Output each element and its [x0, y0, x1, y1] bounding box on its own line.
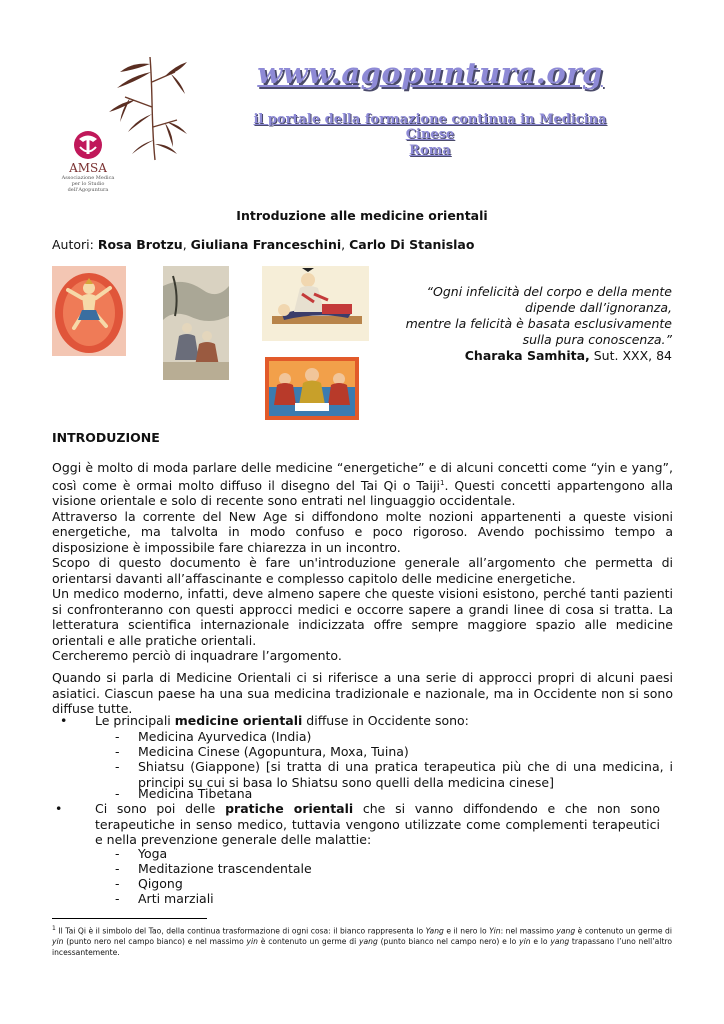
footnote-text: (punto nero nel campo bianco) e nel massimo [63, 937, 247, 947]
logo-description: Associazione Medica per lo Studio dell'Agopuntura [61, 175, 115, 193]
list-item: Qigong [138, 876, 183, 891]
footnote-text: è contenuto un germe di [257, 937, 359, 947]
charaka-quote [380, 284, 672, 364]
dash-glyph: - [115, 846, 120, 861]
site-title-link[interactable]: www.agopuntura.org [257, 56, 603, 90]
footnote-text: è contenuto un germe di [575, 926, 672, 936]
bullet-glyph: • [60, 713, 68, 728]
bullet-bold-text: pratiche orientali [225, 801, 354, 816]
quote-line: dipende dall’ignoranza, [525, 300, 672, 315]
bullet-pratiche-orientali [95, 801, 660, 848]
footnote-text: e lo [530, 937, 551, 947]
quote-line: mentre la felicità è basata esclusivamente [405, 316, 672, 331]
paragraph: Scopo di questo documento è fare un'introduzione generale all’argomento che permetta di orientarsi davanti all’affascinante e complesso capitolo delle medicine energetiche. [52, 555, 673, 586]
amsa-logo-icon [66, 130, 110, 160]
author-name: Rosa Brotzu [97, 237, 183, 252]
footnote-ref-link[interactable]: 1 [439, 478, 445, 487]
footnote-italic: Yin [489, 926, 501, 936]
footnote-italic: yin [246, 937, 258, 947]
list-item: Shiatsu (Giappone) [si tratta di una pratica terapeutica più che di una medicina, i principi su cui si basa lo Shiatsu sono quelli della medicina cinese] [138, 759, 673, 790]
author-name: Giuliana Franceschini [190, 237, 342, 252]
list-item: Medicina Cinese (Agopuntura, Moxa, Tuina) [138, 744, 409, 759]
bullet-bold-text: medicine orientali [174, 713, 303, 728]
list-item: Arti marziali [138, 891, 214, 906]
bullet-text: Le principali [95, 713, 175, 728]
footnote-text: trapassano l’uno nell’altro incessantemente. [52, 937, 673, 957]
list-item: Medicina Tibetana [138, 786, 253, 801]
bullet-medicine-orientali [95, 713, 469, 729]
footnote-text: Il Tai Qi è il simbolo del Tao, della continua trasformazione di ogni cosa: il bianco rappresenta lo [55, 926, 426, 936]
paragraph-text: Oggi è molto di moda parlare delle medicine “energetiche” e di alcuni concetti come “yin e yang”, così come è ormai molto diffuso il disegno del Tai Qi o Taiji [52, 460, 673, 493]
paragraph: Un medico moderno, infatti, deve almeno sapere che queste visioni esistono, perché tanti pazienti si confronteranno con questi approcci medici e occorre sapere a grandi linee di cosa si tratta. La letteratura scientifica internazionale indicizzata offre sempre maggiore spazio alle medicine orientali e alle pratiche orientali. [52, 586, 673, 648]
tibetan-monks-image [265, 357, 359, 420]
dancing-deity-image [52, 266, 126, 356]
footnote-italic: Yang [425, 926, 444, 936]
author-name: Carlo Di Stanislao [349, 237, 475, 252]
dash-glyph: - [115, 786, 120, 801]
quote-source-title: Charaka Samhita, [464, 348, 590, 363]
footnote-italic: yang [359, 937, 378, 947]
paragraph: Quando si parla di Medicine Orientali ci si riferisce a una serie di approcci propri di alcuni paesi asiatici. Ciascun paese ha una sua medicina tradizionale e nazionale, ma in Occidente non si sono diffuse tutte. [52, 670, 673, 716]
chinese-scroll-painting-image [163, 266, 229, 380]
list-item: Yoga [138, 846, 168, 861]
bullet-text: che si vanno diffondendo e che non sono terapeutiche in senso medico, tuttavia vengono utilizzate come complementi terapeutici e nella prevenzione generale delle malattie: [95, 801, 660, 847]
footnote-text: e il nero lo [443, 926, 490, 936]
dash-glyph: - [115, 729, 120, 744]
acupuncture-treatment-image [262, 266, 369, 341]
site-city: Roma [409, 143, 451, 158]
bullet-text: diffuse in Occidente sono: [302, 713, 469, 728]
site-subtitle: il portale della formazione continua in Medicina Cinese [253, 112, 607, 142]
authors-label: Autori: [52, 237, 98, 252]
logo-name: AMSA [69, 161, 107, 175]
footnote-text: : nel massimo [500, 926, 557, 936]
quote-line: sulla pura conoscenza.” [522, 332, 672, 347]
dash-glyph: - [115, 861, 120, 876]
footnote-italic: yang [556, 926, 576, 936]
footnote-italic: yang [550, 937, 570, 947]
section-heading: INTRODUZIONE [52, 430, 160, 445]
paragraph-text: . Questi concetti appartengono alla visione orientale e solo di recente sono entrati nel linguaggio occidentale. [52, 477, 673, 509]
footnote [52, 924, 672, 958]
authors-line [52, 237, 474, 252]
list-item: Meditazione trascendentale [138, 861, 312, 876]
footnote-divider [52, 918, 207, 919]
footnote-number: 1 [52, 925, 56, 932]
authors-separator: , [182, 237, 191, 252]
dash-glyph: - [115, 891, 120, 906]
bullet-glyph: • [55, 801, 63, 816]
paragraph: Cercheremo perciò di inquadrare l’argomento. [52, 648, 342, 664]
quote-line: “Ogni infelicità del corpo e della mente [426, 284, 672, 299]
footnote-italic: yin [52, 937, 64, 947]
quote-source [380, 348, 672, 364]
paragraph [52, 460, 673, 509]
intro-paragraphs [52, 460, 673, 664]
bamboo-branch-illustration [105, 52, 190, 162]
paragraph: Attraverso la corrente del New Age si diffondono molte nozioni appartenenti a queste visioni energetiche, ma talvolta in modo confuso e poco rigoroso. Avendo pochissimo tempo a disposizione è impossibile fare chiarezza in un incontro. [52, 508, 673, 555]
dash-glyph: - [115, 744, 120, 759]
dash-glyph: - [115, 759, 120, 774]
list-item: Medicina Ayurvedica (India) [138, 729, 312, 744]
footnote-italic: yin [519, 937, 531, 947]
bullet-text: Ci sono poi delle [95, 801, 226, 816]
footnote-text: (punto bianco nel campo nero) e lo [377, 937, 520, 947]
document-title: Introduzione alle medicine orientali [236, 208, 488, 223]
authors-separator: , [341, 237, 350, 252]
quote-source-ref: Sut. XXX, 84 [589, 348, 672, 363]
dash-glyph: - [115, 876, 120, 891]
